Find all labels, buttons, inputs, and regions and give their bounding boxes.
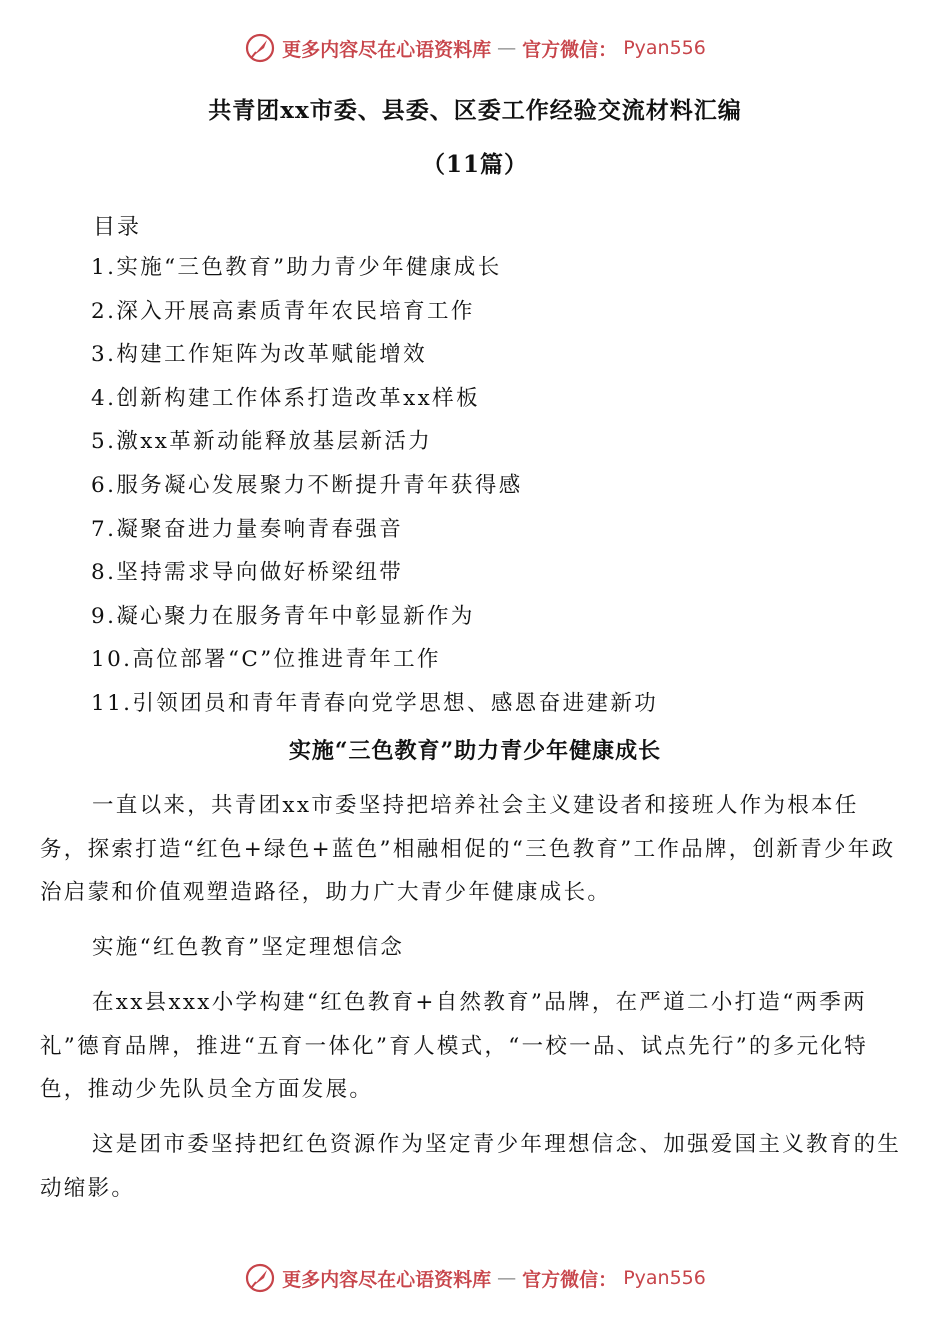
toc-item: 11.引领团员和青年青春向党学思想、感恩奋进建新功 — [91, 690, 659, 716]
watermark-text: 更多内容尽在心语资料库 — [282, 1268, 492, 1291]
toc-item: 2.深入开展高素质青年农民培育工作 — [91, 298, 475, 324]
watermark-footer — [0, 1258, 950, 1298]
toc-item: 4.创新构建工作体系打造改革xx样板 — [91, 385, 480, 411]
body-paragraph: 这是团市委坚持把红色资源作为坚定青少年理想信念、加强爱国主义教育的生动缩影。 — [40, 1132, 902, 1201]
toc-item: 8.坚持需求导向做好桥梁纽带 — [91, 560, 404, 586]
watermark-handle: Pyan556 — [623, 1267, 706, 1289]
section-title: 实施“三色教育”助力青少年健康成长 — [288, 738, 662, 764]
body-paragraph: 在xx县xxx小学构建“红色教育+自然教育”品牌，在严道二小打造“两季两礼”德育品牌，推进“五育一体化”育人模式，“一校一品、试点先行”的多元化特色，推动少先队员全方面发展。 — [40, 990, 869, 1103]
watermark-header — [0, 28, 950, 68]
watermark-text: 更多内容尽在心语资料库 — [282, 38, 492, 61]
toc-item: 7.凝聚奋进力量奏响青春强音 — [91, 516, 404, 542]
watermark-handle: Pyan556 — [623, 37, 706, 59]
toc-item: 10.高位部署“C”位推进青年工作 — [91, 647, 441, 673]
watermark-wechat-label: 官方微信： — [522, 1268, 618, 1291]
watermark-wechat-label: 官方微信： — [522, 38, 618, 61]
toc-item: 5.激xx革新动能释放基层新活力 — [91, 429, 433, 455]
document-subtitle: （11篇） — [421, 151, 528, 178]
watermark-separator: — — [497, 1267, 517, 1289]
toc-item: 1.实施“三色教育”助力青少年健康成长 — [91, 255, 502, 280]
watermark-separator: — — [497, 37, 517, 59]
toc-item: 9.凝心聚力在服务青年中彰显新作为 — [91, 603, 475, 629]
toc-heading: 目录 — [93, 215, 142, 240]
toc-item: 6.服务凝心发展聚力不断提升青年获得感 — [91, 472, 523, 498]
body-paragraph: 一直以来，共青团xx市委坚持把培养社会主义建设者和接班人作为根本任务，探索打造“红色+绿色+蓝色”相融相促的“三色教育”工作品牌，创新青少年政治启蒙和价值观塑造路径，助力广大青少年健康成长。 — [40, 793, 896, 906]
subheading-paragraph: 实施“红色教育”坚定理想信念 — [92, 935, 405, 960]
document-title: 共青团xx市委、县委、区委工作经验交流材料汇编 — [208, 97, 742, 124]
table-of-contents — [91, 252, 658, 732]
quill-logo-icon — [244, 1262, 276, 1294]
toc-item: 3.构建工作矩阵为改革赋能增效 — [91, 342, 428, 368]
quill-logo-icon — [244, 32, 276, 64]
